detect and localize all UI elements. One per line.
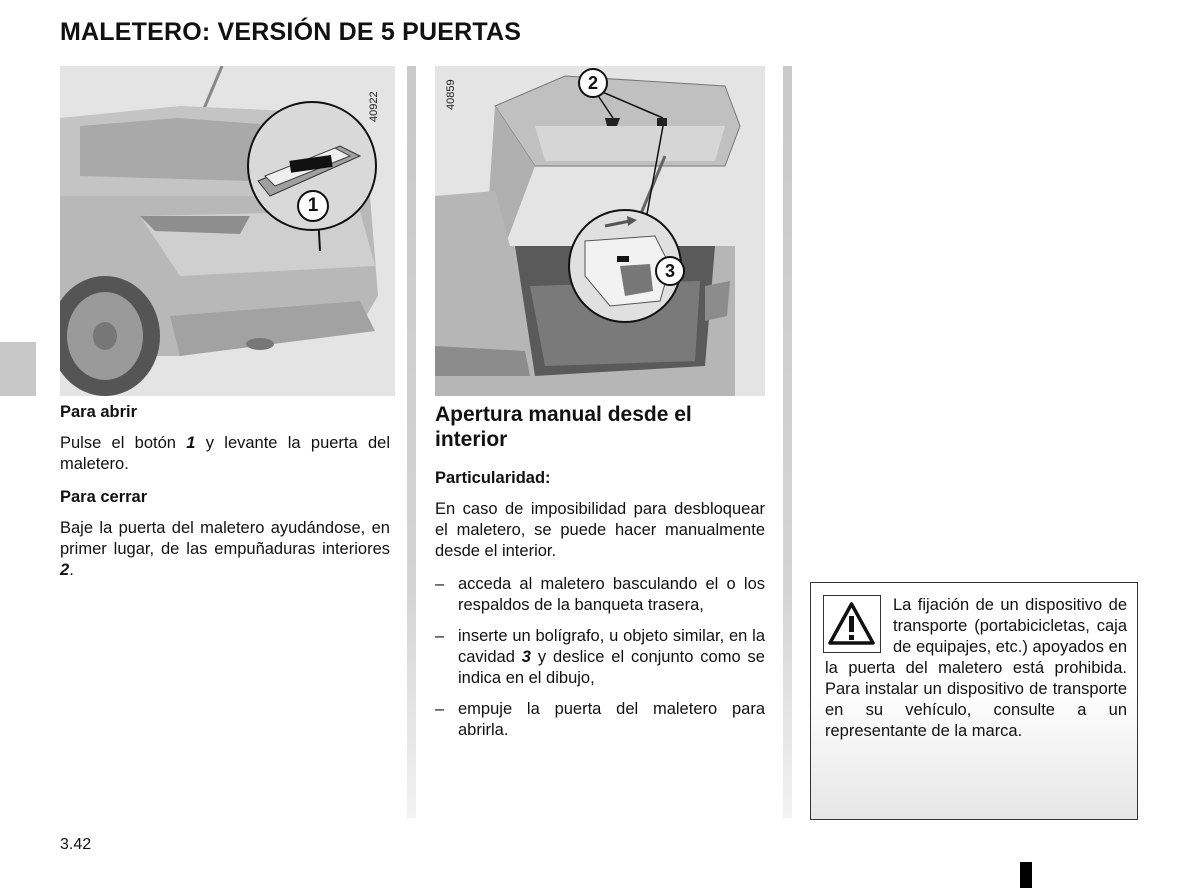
callout-1: 1 <box>297 190 329 222</box>
open-tailgate-illustration <box>435 66 765 396</box>
page-number: 3.42 <box>60 836 92 853</box>
figure-trunk-interior <box>435 66 765 396</box>
list-item: – empuje la puerta del maletero para abrirla. <box>435 699 765 741</box>
page-corner-mark <box>1020 862 1032 888</box>
figure-code: 40859 <box>445 79 457 110</box>
column-divider <box>407 66 416 818</box>
ref-2: 2 <box>60 561 70 579</box>
figure-trunk-button <box>60 66 395 396</box>
warning-box <box>810 582 1138 820</box>
ref-3: 3 <box>521 648 531 666</box>
page-title: MALETERO: VERSIÓN DE 5 PUERTAS <box>60 18 522 46</box>
middle-column <box>435 402 765 751</box>
left-column <box>60 402 390 593</box>
open-paragraph: Pulse el botón 1 y levante la puerta del maletero. <box>60 434 390 473</box>
column-divider <box>783 66 792 818</box>
close-paragraph: Baje la puerta del maletero ayudándose, en primer lugar, de las empuñaduras interiores 2. <box>60 519 390 579</box>
intro-paragraph: En caso de imposibilidad para desbloquear el maletero, se puede hacer manualmente desde el interior. <box>435 500 765 560</box>
section-heading: Apertura manual desde el interior <box>435 403 692 451</box>
callout-3: 3 <box>655 256 685 286</box>
list-item: – acceda al maletero basculando el o los respaldos de la banqueta trasera, <box>435 574 765 616</box>
heading-para-cerrar: Para cerrar <box>60 488 148 506</box>
car-rear-illustration <box>60 66 395 396</box>
warning-text: La fijación de un dispositivo de transporte (portabicicletas, caja de equipajes, etc.) apoyados en la puerta del maletero está prohibida. Para instalar un dispositivo de transporte en su vehículo, consulte a un representante de la marca. <box>825 596 1127 740</box>
chapter-tab <box>0 342 36 396</box>
callout-2: 2 <box>578 68 608 98</box>
ref-1: 1 <box>186 434 196 452</box>
list-item: – inserte un bolígrafo, u objeto similar, en la cavidad 3 y deslice el conjunto como se indica en el dibujo, <box>435 626 765 689</box>
sub-heading: Particularidad: <box>435 469 551 487</box>
heading-para-abrir: Para abrir <box>60 403 138 421</box>
warning-triangle-icon <box>823 595 881 653</box>
steps-list <box>435 574 765 741</box>
figure-code: 40922 <box>368 91 380 122</box>
